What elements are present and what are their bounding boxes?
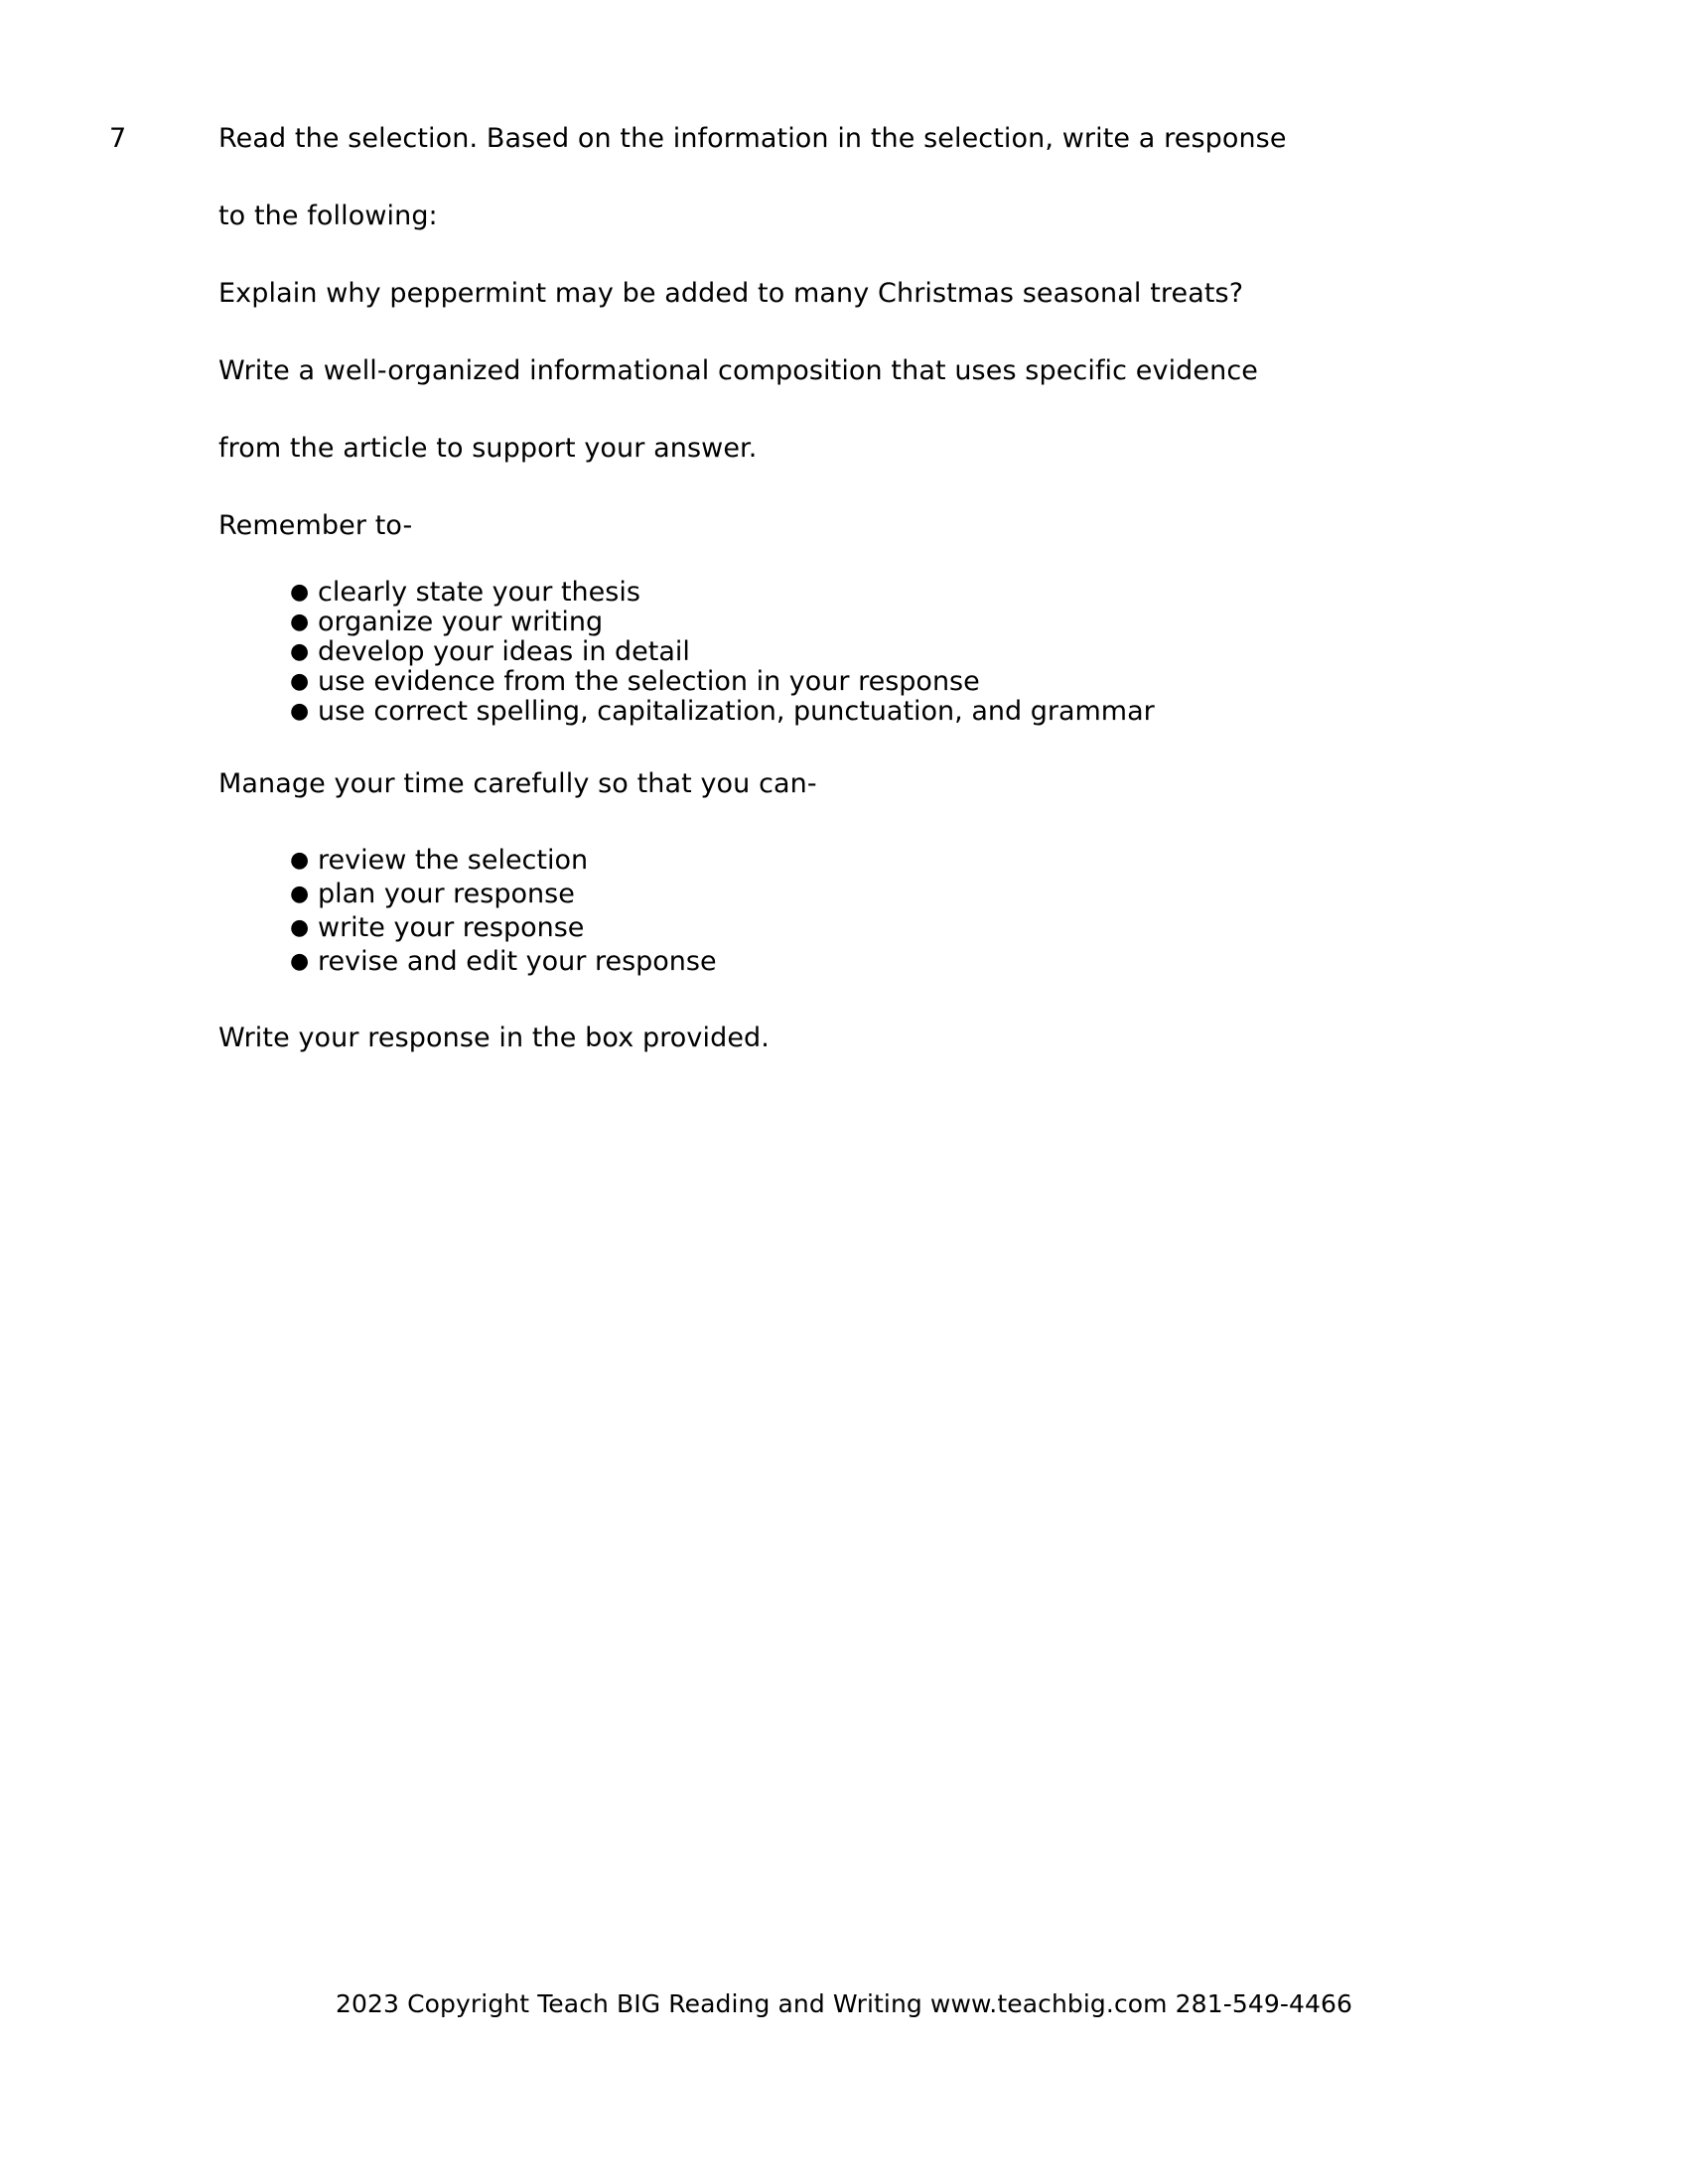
list-item-label: review the selection xyxy=(318,845,589,876)
closing-instruction: Write your response in the box provided. xyxy=(218,1023,770,1053)
bullet-icon: ● xyxy=(290,915,310,940)
prompt-question: Explain why peppermint may be added to many Christmas seasonal treats? xyxy=(218,278,1244,309)
list-item xyxy=(218,945,1579,979)
list-item-label: revise and edit your response xyxy=(318,946,717,977)
list-item-label: clearly state your thesis xyxy=(318,577,640,608)
item-number: 7 xyxy=(109,123,127,154)
list-item xyxy=(218,608,1579,637)
list-item xyxy=(218,878,1579,911)
instruction-line-1: Read the selection. Based on the information in the selection, write a response xyxy=(218,123,1287,154)
manage-heading: Manage your time carefully so that you can- xyxy=(218,768,817,799)
bullet-icon: ● xyxy=(290,669,310,694)
list-item-label: plan your response xyxy=(318,879,575,909)
list-item-label: develop your ideas in detail xyxy=(318,636,690,667)
remember-heading: Remember to- xyxy=(218,510,413,541)
page-footer: 2023 Copyright Teach BIG Reading and Writing www.teachbig.com 281-549-4466 xyxy=(336,1989,1352,2018)
list-item xyxy=(218,911,1579,945)
list-item-label: organize your writing xyxy=(318,607,604,637)
manage-list xyxy=(218,844,1579,979)
list-item xyxy=(218,637,1579,667)
directive-line-1: Write a well-organized informational composition that uses specific evidence xyxy=(218,355,1258,386)
list-item-label: use evidence from the selection in your response xyxy=(318,666,980,697)
bullet-icon: ● xyxy=(290,580,310,605)
bullet-icon: ● xyxy=(290,882,310,906)
list-item-label: write your response xyxy=(318,912,585,943)
directive-line-2: from the article to support your answer. xyxy=(218,433,758,464)
instruction-line-2: to the following: xyxy=(218,201,438,231)
bullet-icon: ● xyxy=(290,848,310,873)
list-item xyxy=(218,844,1579,878)
bullet-icon: ● xyxy=(290,699,310,724)
bullet-icon: ● xyxy=(290,610,310,634)
list-item xyxy=(218,697,1579,727)
list-item xyxy=(218,578,1579,608)
bullet-icon: ● xyxy=(290,639,310,664)
list-item xyxy=(218,667,1579,697)
bullet-icon: ● xyxy=(290,949,310,974)
remember-list xyxy=(218,578,1579,727)
list-item-label: use correct spelling, capitalization, punctuation, and grammar xyxy=(318,696,1155,727)
prompt-body xyxy=(218,117,1579,1060)
